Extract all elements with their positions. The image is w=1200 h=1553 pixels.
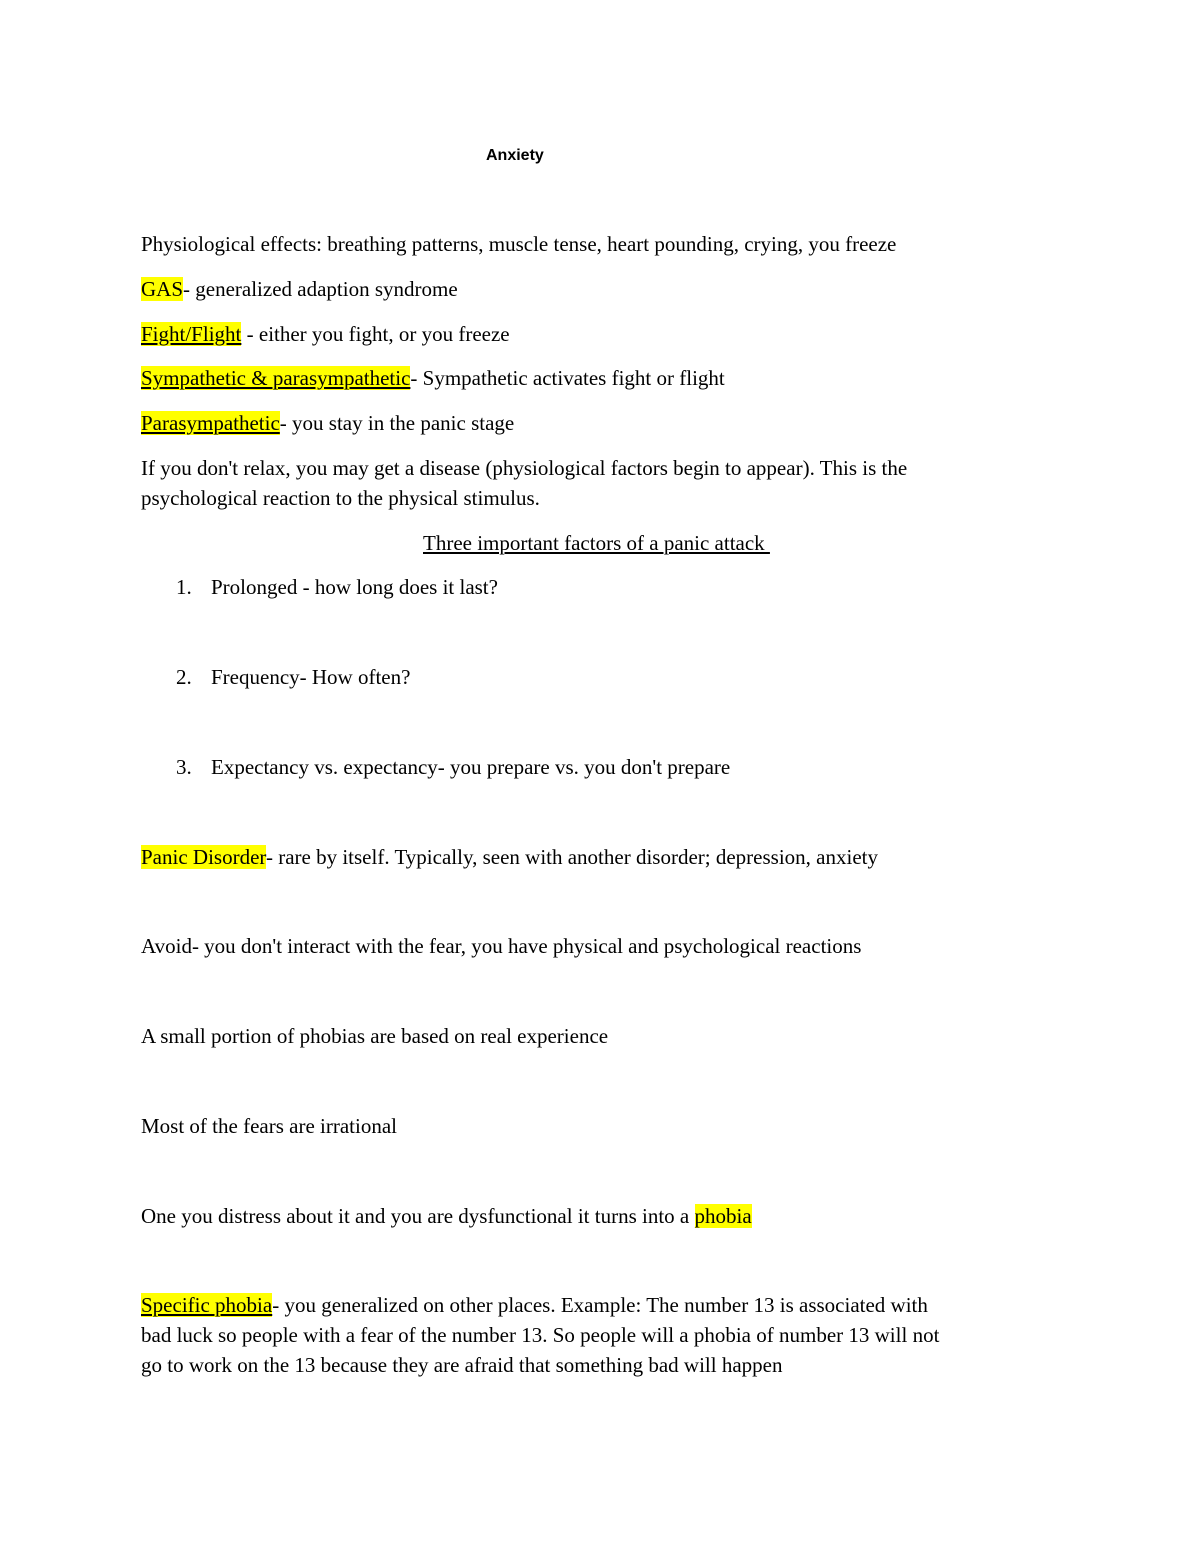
factor-text: Prolonged - how long does it last?	[211, 575, 498, 599]
fight-flight-line	[141, 319, 510, 349]
relax-text-1: If you don't relax, you may get a disease (physiological factors begin to appear). This is the	[141, 456, 908, 480]
specific-phobia-text-1: - you generalized on other places. Example: The number 13 is associated with	[272, 1293, 928, 1317]
distress-text: One you distress about it and you are dysfunctional it turns into a	[141, 1204, 695, 1228]
factor-number: 3.	[176, 755, 192, 779]
factor-item-3	[141, 752, 730, 782]
sympathetic-text: - Sympathetic activates fight or flight	[410, 366, 725, 390]
specific-phobia-term: Specific phobia	[141, 1293, 273, 1317]
factor-number: 1.	[176, 575, 192, 599]
irrational-line	[141, 1111, 397, 1141]
factor-item-2	[141, 662, 410, 692]
parasympathetic-term: Parasympathetic	[141, 411, 280, 435]
avoid-text: Avoid- you don't interact with the fear, you have physical and psychological reactions	[141, 934, 862, 958]
specific-phobia-line-1	[141, 1290, 928, 1320]
distress-line	[141, 1201, 752, 1231]
gas-term: GAS	[141, 277, 184, 301]
document-title: Anxiety	[486, 147, 544, 164]
factor-number: 2.	[176, 665, 192, 689]
avoid-line	[141, 931, 861, 961]
specific-phobia-text-2: bad luck so people with a fear of the number 13. So people will a phobia of number 13 will not	[141, 1323, 940, 1347]
relax-line-1	[141, 453, 907, 483]
irrational-text: Most of the fears are irrational	[141, 1114, 397, 1138]
factors-heading: Three important factors of a panic attack	[423, 531, 770, 555]
small-portion-text: A small portion of phobias are based on real experience	[141, 1024, 609, 1048]
gas-text: - generalized adaption syndrome	[183, 277, 458, 301]
specific-phobia-line-2	[141, 1320, 939, 1350]
relax-text-2: psychological reaction to the physical stimulus.	[141, 486, 540, 510]
small-portion-line	[141, 1021, 608, 1051]
factor-item-1	[141, 572, 498, 602]
specific-phobia-line-3	[141, 1350, 782, 1380]
panic-disorder-line	[141, 842, 878, 872]
panic-disorder-term: Panic Disorder	[141, 845, 266, 869]
physiological-effects-line	[141, 229, 896, 259]
phobia-term: phobia	[694, 1204, 752, 1228]
fight-flight-text: - either you fight, or you freeze	[241, 322, 510, 346]
panic-disorder-text: - rare by itself. Typically, seen with another disorder; depression, anxiety	[265, 845, 878, 869]
specific-phobia-text-3: go to work on the 13 because they are afraid that something bad will happen	[141, 1353, 783, 1377]
parasympathetic-line	[141, 408, 514, 438]
parasympathetic-text: - you stay in the panic stage	[279, 411, 515, 435]
fight-flight-term: Fight/Flight	[141, 322, 242, 346]
factor-text: Expectancy vs. expectancy- you prepare vs. you don't prepare	[211, 755, 731, 779]
relax-line-2	[141, 483, 540, 513]
sympathetic-line	[141, 363, 725, 393]
gas-line	[141, 274, 458, 304]
factor-text: Frequency- How often?	[211, 665, 411, 689]
sympathetic-term: Sympathetic & parasympathetic	[141, 366, 411, 390]
physiological-effects-text: Physiological effects: breathing patterns, muscle tense, heart pounding, crying, you freeze	[141, 232, 897, 256]
